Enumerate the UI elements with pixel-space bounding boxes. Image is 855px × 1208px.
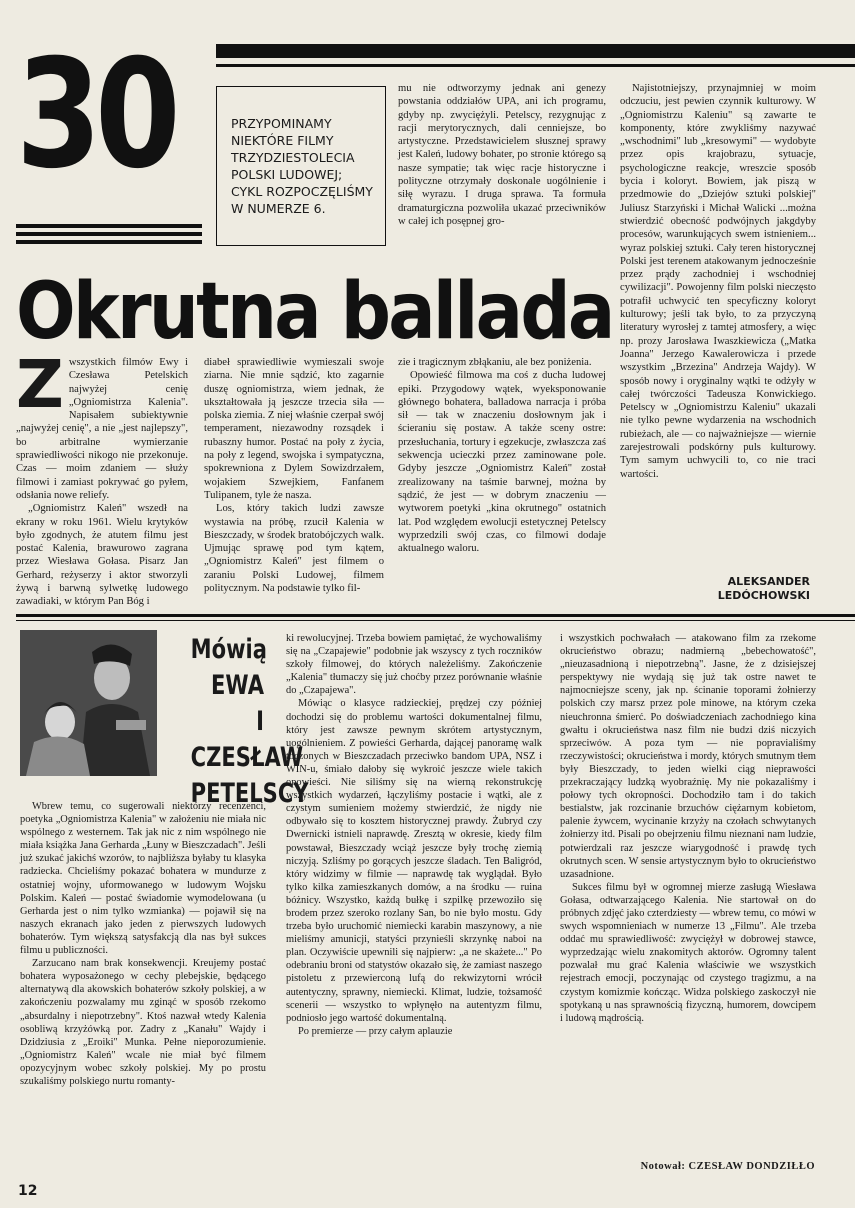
drop-cap: Z: [16, 346, 64, 423]
header-rule-left: [16, 224, 202, 228]
series-number: 30: [16, 28, 175, 202]
interview-col3: [560, 632, 816, 1025]
header-rule-top: [216, 44, 855, 58]
paragraph: Sukces filmu był w ogromnej mierze zasługą Wiesława Gołasa, odtwarzającego Kalenia. Nie startował on do próbnych zdjęć jako czterdziesty — wbrew temu, co mówi w swych wspomnieniach w numerze 13 „Filmu". Ale trzeba oddać mu sprawiedliwość: zwyciężył w dobrowej stawce, wyprzedzając wielu znakomitych aktorów. Ogromny talent pozwalał mu grać Kalenia właściwie we wszystkich rejestrach emocji, poczynając od czystego tragizmu, a na czystym komizmie kończąc. Widza polskiego zaskoczył nie spotykaną u nas sprawnością fizyczną, humorem, dowcipem i ludową mądrością.: [560, 881, 816, 1024]
heading-line: I CZESŁAW: [190, 706, 304, 773]
intro-line: PRZYPOMINAMY: [231, 116, 332, 131]
paragraph: diabeł sprawiedliwie wymieszali swoje ziarna. Nie mnie sądzić, kto zagarnie duszę ogniomistrza, wiem jednak, że ukształtowała ją jeszcze trzecia siła — polska ziemia. Z niej właśnie czerpał swój temperament, niezawodny rozsądek i rubaszny humor. Postać na poły z życia, na poły z legend, swojska i sympatyczna, spokrewniona z Dylem Sowizdrzałem, wojakiem Szwejkiem, Fanfanem Tulipanem, tyle że nasza.: [204, 357, 384, 501]
paragraph: Opowieść filmowa ma coś z ducha ludowej epiki. Przygodowy wątek, wyeksponowanie głównego bohatera, balladowa narracja i próba sił — tak w znaczeniu dosłownym jak i ścieraniu się postaw. A także sceny ostre: przesłuchania, tortury i egzekucje, zwłaszcza zaś sekwencja ucieczki przez zaminowane pole. Gdyby jeszcze „Ogniomistrz Kaleń" został zrealizowany na taśmie barwnej, można by sądzić, że jest — w dobrym znaczeniu — wytworem poetyki „kina okrutnego" ostatnich lat. Pod względem ewolucji estetycznej Petelscy wyprzedzili swój czas, co filmowi dodaje aktualnego waloru.: [398, 370, 606, 555]
paragraph: Wbrew temu, co sugerowali niektórzy recenzenci, poetyka „Ogniomistrza Kalenia" w założeniu nie miała nic wspólnego z westernem. Tak jak nic z nim wspólnego nie miała książka Jana Gerharda „Łuny w Bieszczadach". Jeśli już szukać jakichś wzorów, to najbliższa byłaby tu klasyka radziecka. Chcieliśmy pokazać bohatera w mundurze z ostatniej wojny, uformowanego w ludowym Wojsku Polskim. Kaleń — postać świadomie wymodelowana (u Gerharda jest o nim tylko wzmianka) — pojawił się na naszych ekranach jako jeden z pierwszych ludowych bohaterów. Tym większą satysfakcją dla nas był sukces filmu u publiczności.: [20, 801, 266, 957]
paragraph: Mówiąc o klasyce radzieckiej, prędzej czy później dochodzi się do problemu wartości dokumentalnej filmu, który jest zawsze pewnym skrótem artystycznym, uogólnieniem. Z powieści Gerharda, dającej panoramę walk toczonych w Bieszczadach przeciwko bandom UPA, NSZ i WIN-u, śmiało dałoby się wykroić jeszcze wiele takich opowieści. Nie siliśmy się na wierną rekonstrukcję wszystkich wydarzeń, łączyliśmy postacie i wątki, ale z czystym sumieniem możemy stwierdzić, że nigdy nie odbywało się to kosztem historycznej prawdy. Żubryd czy Dwernicki istnieli naprawdę. Zresztą w okresie, kiedy film powstawał, Bieszczady wciąż jeszcze były trochę ziemią niczyją. Szliśmy po gorących jeszcze śladach. Ten Baligród, który widzimy w filmie — naprawdę tak wyglądał. Było tylko kilka zamieszkanych domów, a na środku — ruina bóżnicy. Wszystko, każdą bułkę i szpilkę przewoziło się brodem przez szeroko rozlany San, bo nie było mostu. Gdy trzeba było uruchomić niemiecki karabin maszynowy, a nie mieliśmy amunicji, statyści przynieśli skrzynkę naboi na plan. Oczywiście upewnili się najpierw: „a ne skażete..." Po odebraniu broni od statystów okazało się, że zamiast naszego pistoletu z przewierconą lufą do rekwizytorni wrócił autentyczny, sprawny, niemiecki. Klimat, ludzie, tożsamość scenerii — wszystko to wpłynęło na autentyzm filmu, podniosło jego wartość dokumentalną.: [286, 698, 542, 1024]
paragraph: wszystkich filmów Ewy i Czesława Petelskich najwyżej cenię „Ogniomistrza Kalenia". Napisałem subiektywnie „najwyżej cenię", a nie „jest najlepszy", bo arbitralne wymierzanie sprawiedliwości nikogo nie przekonuje. Czas — moim zdaniem — służy filmowi i zamiast pokrywać go pyłem, odsłania nowe reliefy.: [16, 357, 188, 501]
author-line: LEDÓCHOWSKI: [717, 589, 810, 602]
intro-line: CYKL ROZPOCZĘLIŚMY: [231, 184, 373, 199]
intro-line: W NUMERZE 6.: [231, 201, 326, 216]
author-line: ALEKSANDER: [727, 575, 810, 588]
interview-col2: [286, 632, 542, 1038]
section-divider-thin: [16, 620, 855, 621]
paragraph: Po premierze — przy całym aplauzie: [298, 1025, 453, 1037]
interview-col1: [20, 800, 266, 1088]
intro-line: POLSKI LUDOWEJ;: [231, 167, 343, 182]
article-author: [700, 575, 810, 603]
film-still-photo: [20, 630, 157, 776]
paragraph: mu nie odtworzymy jednak ani genezy powstania oddziałów UPA, ani ich programu, gdyby np. zwyciężyli. Petelscy, rezygnując z racji merytorycznych, dali cenniejsze, bo artystyczne. Przedstawicielem słusznej sprawy jest Kaleń, ludowy bohater, po stronie którego są nasze sympatie; tak więc racje historyczne i polityczne otrzymały doskonale uogólnienie i siłę wyrazu. I druga sprawa. Ta formuła dramaturgiczna pozwoliła ukazać przeciwników w całej ich posępnej gro-: [398, 83, 606, 227]
header-rule-left3: [16, 240, 202, 244]
intro-line: NIEKTÓRE FILMY: [231, 133, 334, 148]
article-col2: [204, 356, 384, 595]
paragraph: „Ogniomistrz Kaleń" wszedł na ekrany w roku 1961. Wielu krytyków było zgodnych, że atutem filmu jest postać Kalenia, brawurowo zagrana przez Wiesława Gołasa. Pisarz Jan Gerhard, reżyserzy i aktor stworzyli żywą i barwną sylwetkę ludowego zawadiaki, w którym Pan Bóg i: [16, 503, 188, 608]
section-divider: [16, 614, 855, 617]
article-col4: [620, 82, 816, 481]
header-rule-left2: [16, 232, 202, 236]
photo-illustration: [20, 630, 157, 776]
article-col3: [398, 356, 606, 555]
article-title: Okrutna ballada: [16, 267, 613, 357]
interview-heading: [190, 632, 309, 812]
series-intro-box: [216, 86, 386, 246]
heading-line: Mówią: [190, 634, 267, 665]
paragraph: i wszystkich pochwałach — atakowano film za rzekome okrucieństwo obrazu; nadmierną „bebechowatość", „nieuzasadnioną i niepotrzebną". Jasne, że z dzisiejszej perspektywy nie wydają się już tak ostre nawet te najmocniejsze sceny, jak np. ścinanie toporami żołnierzy polskich czy marsz przez pole minowe, na którym czeka nieuchronna śmierć. Po doświadczeniach zachodniego kina gwałtu i okrucieństwa nasz film nie budzi dziś niczyich sprzeciwów. A poza tym — nie popravialiśmy rzeczywistości; okrucieństwa i mordy, których smutnym tłem były Bieszczady, to jeden wielki ciąg nieprawości przekraczający ludzką wyobraźnię. My nie pokazaliśmy i połowy tych okropności. Dochodziło tam i do takich bestialstw, jak rozcinanie brzuchów ciężarnym kobietom, palenie żywcem, wycinanie krzyży na czołach schwytanych żołnierzy itd. Pisali po obejrzeniu filmu nieznani nam ludzie, potwierdzali raz jeszcze wiarygodność i prawdę tych okrutnych scen. W sensie artystycznym było to okrucieństwo uzasadnione.: [560, 633, 816, 880]
article-col3-top: [398, 82, 606, 228]
paragraph: ki rewolucyjnej. Trzeba bowiem pamiętać, że wychowaliśmy się na „Czapajewie" podobnie jak wszyscy z tych roczników szkoły filmowej, do których należeliśmy. Zakończenie „Kalenia" tłumaczy się już choćby przez porównanie właśnie do „Czapajewa".: [286, 633, 542, 697]
header-rule-thin: [216, 64, 855, 67]
heading-line: EWA: [211, 670, 264, 701]
page-number: 12: [18, 1183, 38, 1199]
intro-line: TRZYDZIESTOLECIA: [231, 150, 355, 165]
interview-credit: Notował: CZESŁAW DONDZIŁŁO: [640, 1161, 815, 1172]
paragraph: Zarzucano nam brak konsekwencji. Kreujemy postać bohatera wyposażonego w cechy plebejskie, będącego alternatywą dla akowskich bohaterów szkoły polskiej, a w zakończeniu pozwalamy mu zginąć w sposób rzekomo „absurdalny i niepotrzebny". Ktoś nazwał wtedy Kalenia osobliwą krzyżówką por. Zadry z „Kanału" Wajdy i Dzidziusia z „Eroiki" Munka. Pełne nieporozumienie. „Ogniomistrz Kaleń" wcale nie miał być filmem opozycyjnym wobec szkoły polskiej. My po prostu szukaliśmy polskiego nurtu romanty-: [20, 958, 266, 1087]
article-col1: [16, 346, 188, 609]
paragraph: Najistotniejszy, przynajmniej w moim odczuciu, jest pewien czynnik kulturowy. W „Ogniomistrzu Kaleniu" są zawarte te komponenty, które zwykliśmy nazywać „wschodnimi" lub „kresowymi" — wydobyte przez opis krajobrazu, sytuacje, psychologiczne reakcje, wreszcie sposób bycia i koloryt. Bowiem, jak piszą w przedmowie do „Dziejów sztuki polskiej" Juliusz Starzyński i Michał Walicki ...można stwierdzić obecność podwójnych jakgdyby procesów, warunkujących swem istnieniem... wyraz polskiej sztuki. Cały teren historycznej Polski jest terenem atakowanym jednocześnie przez prądy zachodniej i wschodniej cywilizacji". Powojenny film polski nieczęsto potrafił uchwycić ten specyficzny koloryt kulturowy; jeśli tak było, to za przyczyną literatury wyrosłej z tamtej atmosfery, a więc np. prozy Jarosława Iwaszkiewicza („Matka Joanna" Jerzego Kawalerowicza i przede wszystkim „Brzezina" Andrzeja Wajdy). W sposób nowy i oryginalny wątki te odżyły w całej twórczości Tadeusza Konwickiego. Petelscy w „Ogniomistrzu Kaleniu" ukazali nie tylko pewne wydarzenia na wschodnich rubieżach, ale — co najważniejsze — wiernie zarejestrowali podskórny puls kulturowy. Tym samym uchwycili to, co nie traci wartości.: [620, 83, 816, 480]
heading-line: PETELSCY: [190, 778, 309, 809]
paragraph: Los, który takich ludzi zawsze wystawia na próbę, rzucił Kalenia w Bieszczady, w środek bratobójczych walk. Ujmując sprawę pod tym kątem, „Ogniomistrz Kaleń" jest filmem o zaraniu Polski Ludowej, filmem politycznym. Na podstawie tylko fil-: [204, 503, 384, 595]
paragraph: zie i tragicznym zbłąkaniu, ale bez poniżenia.: [398, 357, 592, 368]
